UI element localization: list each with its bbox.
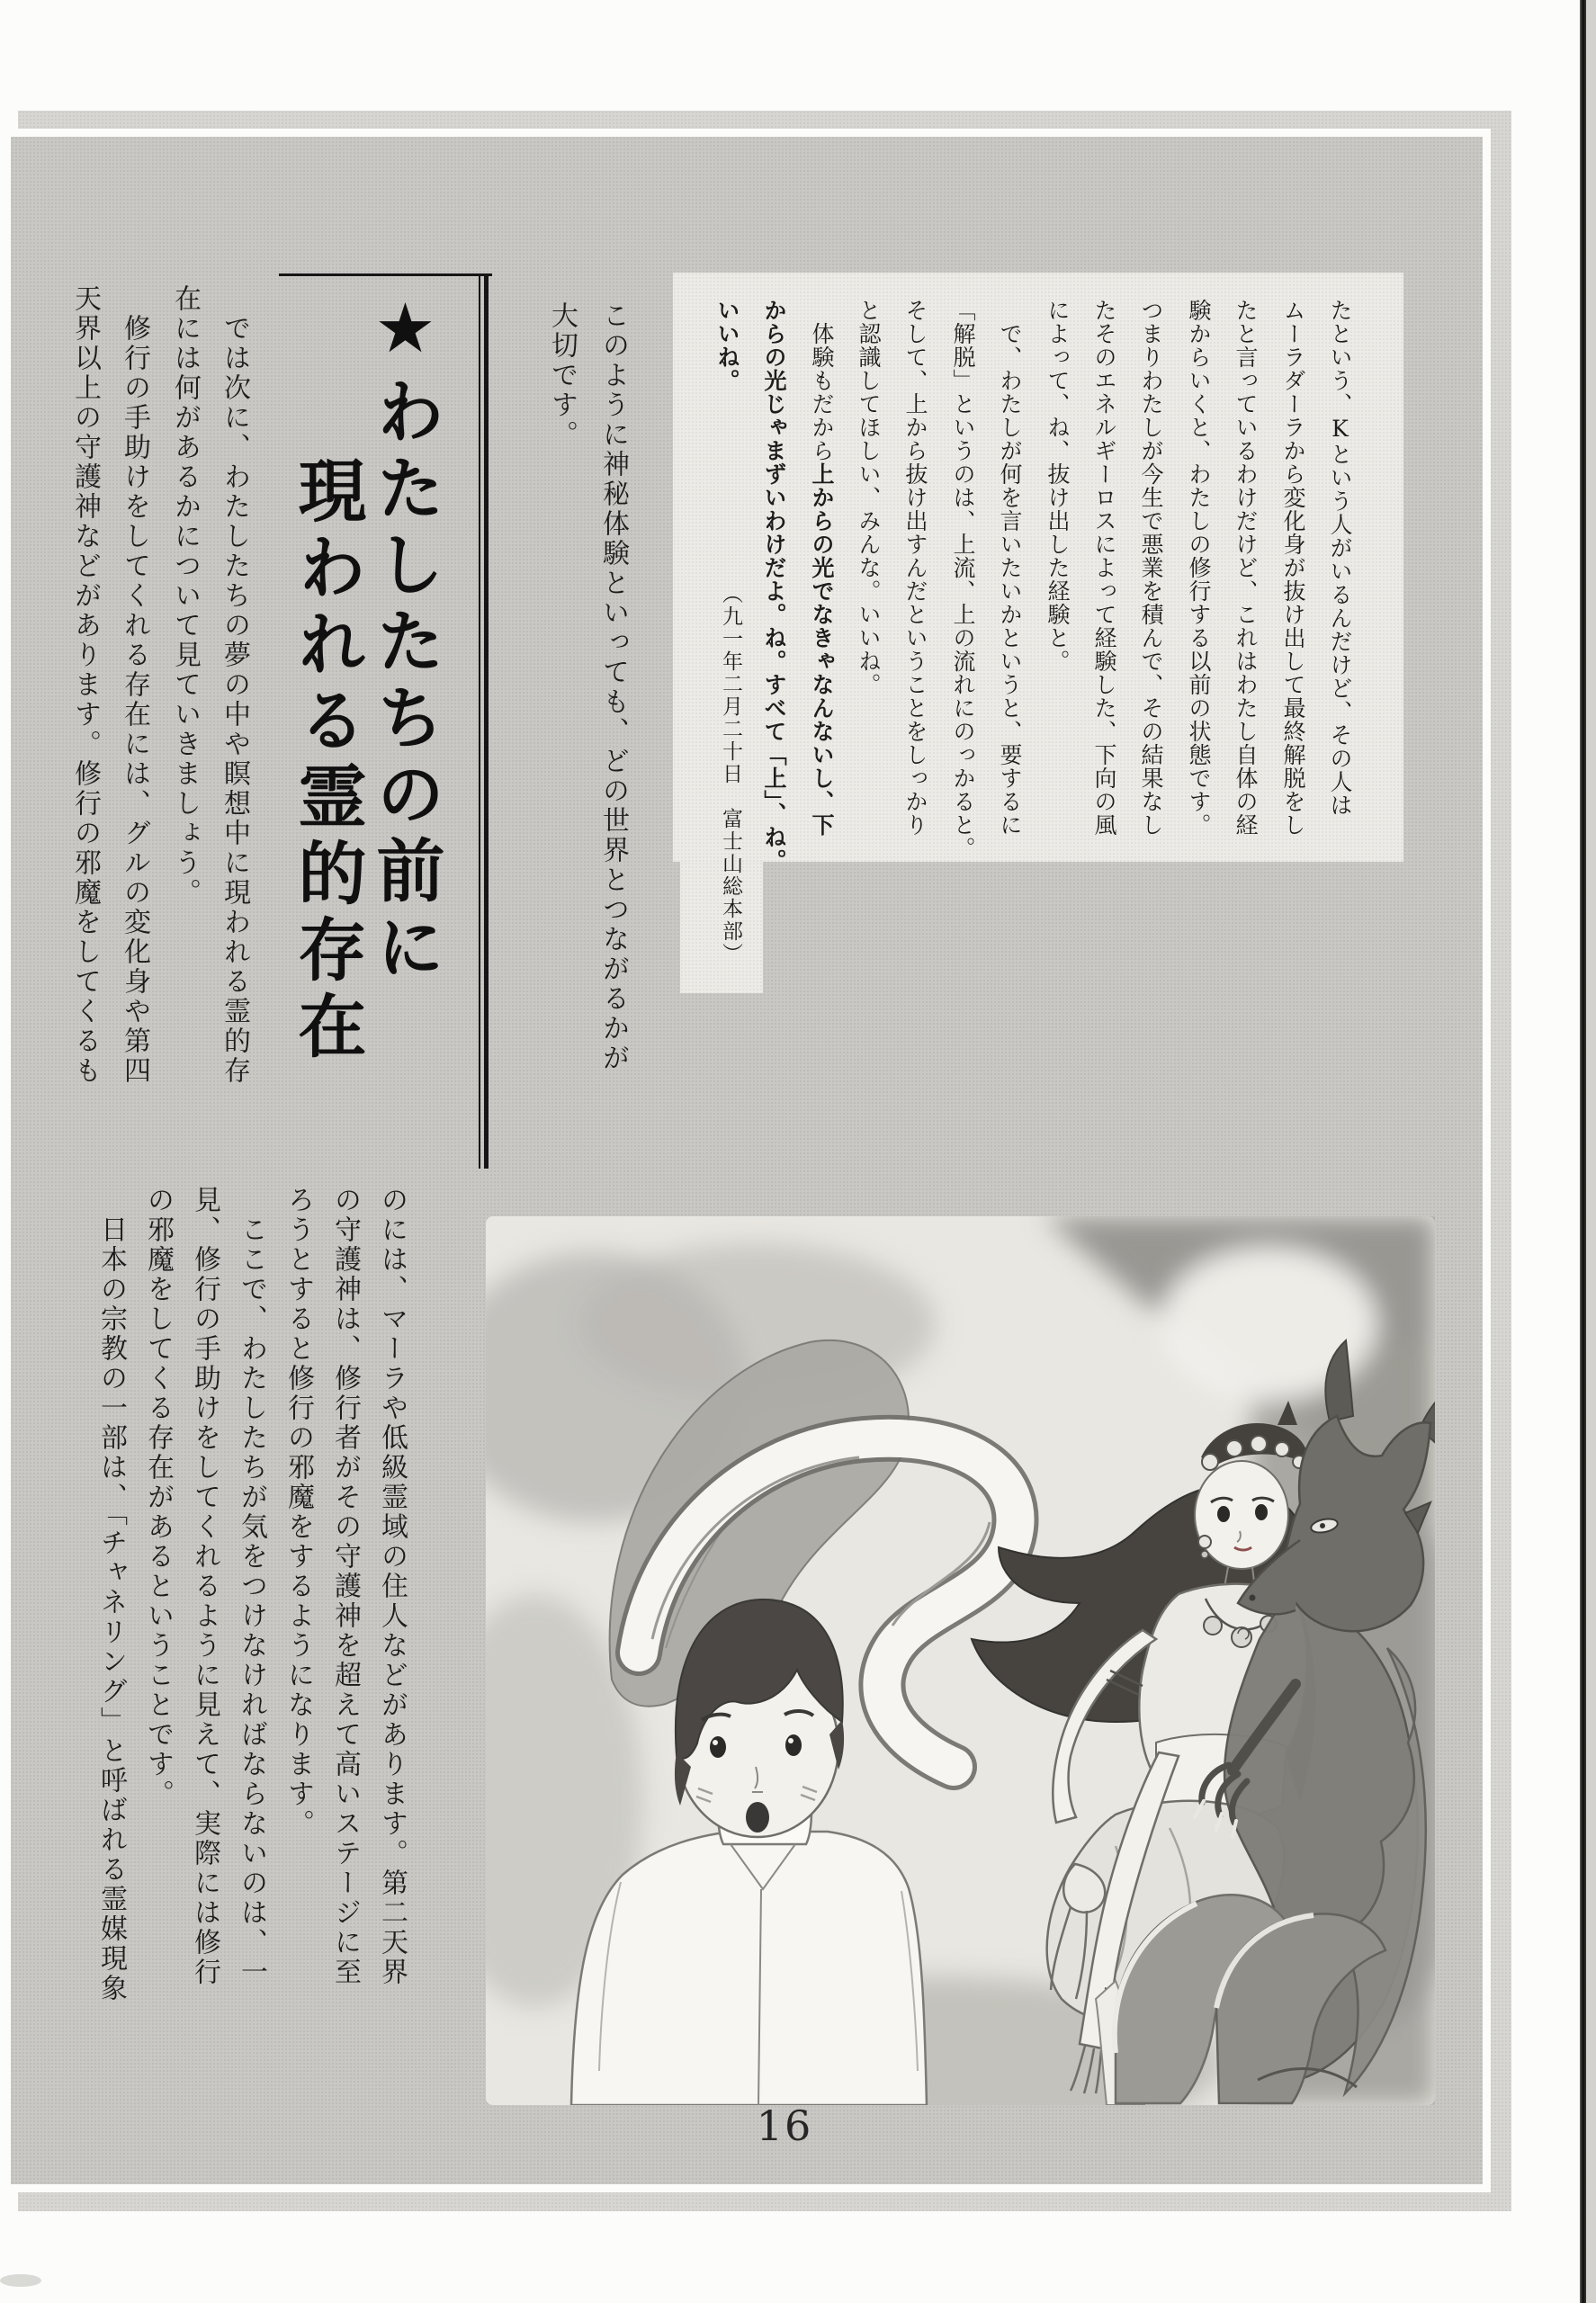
text-column: 大切です。 (546, 301, 578, 450)
text-column: たそのエネルギーロスによって経験した、下向の風 (1091, 299, 1117, 837)
illustration (486, 1216, 1435, 2105)
book-edge-line (1580, 0, 1586, 2303)
headline-line-1: ★わたしたちの前に (365, 288, 445, 988)
text-column: ろうとすると修行の邪魔をするようになります。 (282, 1186, 314, 1839)
text-column: と認識してほしい、みんな。いいね。 (856, 299, 882, 696)
text-column: のには、マーラや低級霊域の住人などがあります。第二天界 (376, 1186, 408, 1987)
text-column: からの光じゃまずいわけだよ。ね。すべて「上」、ね。 (761, 299, 787, 873)
text-column: 「解脱」というのは、上流、上の流れにのっかると。 (950, 299, 976, 860)
page-number: 16 (756, 2101, 813, 2150)
headline-top-rule (279, 273, 492, 276)
text-column: このように神秘体験といっても、どの世界とつながるかが (597, 301, 629, 1073)
text-column: たという、Kという人がいるんだけど、その人は (1327, 299, 1353, 817)
headline-line-2: 現われる霊的存在 (287, 455, 367, 1067)
text-column: 修行の手助けをしてくれる存在には、グルの変化身や第四 (119, 284, 150, 1086)
text-column: 天界以上の守護神などがあります。修行の邪魔をしてくるも (69, 284, 101, 1086)
text-column: 在には何があるかについて見ていきましょう。 (169, 284, 201, 908)
headline-side-rule-thin (479, 273, 480, 1169)
text-column: たと言っているわけだけど、これはわたし自体の経 (1233, 299, 1259, 837)
text-column: ここで、わたしたちが気をつけなければならないのは、一 (236, 1186, 267, 1987)
text-column: 日本の宗教の一部は、「チャネリング」と呼ばれる霊媒現象 (95, 1186, 127, 2003)
scan-edge-sliver (1586, 0, 1596, 2303)
text-column: 見、修行の手助けをしてくれるように見えて、実際には修行 (189, 1186, 220, 1987)
text-column: によって、ね、抜け出した経験と。 (1045, 299, 1071, 673)
text-column: の邪魔をしてくる存在があるということです。 (142, 1186, 174, 1809)
headline-side-rule-thick (484, 273, 489, 1169)
text-column: 体験もだから上からの光でなきゃなんないし、下 (809, 299, 835, 837)
text-column: そして、上から抜け出すんだということをしっかり (902, 299, 928, 837)
text-column: ムーラダーラから変化身が抜け出して最終解脱をし (1280, 299, 1306, 837)
text-column: で、わたしが何を言いたいかというと、要するに (997, 299, 1023, 837)
quote-attribution: （九一年二月二十日 富士山総本部） (719, 583, 742, 965)
text-column: つまりわたしが今生で悪業を積んで、その結果なし (1138, 299, 1164, 837)
text-column: では次に、わたしたちの夢の中や瞑想中に現われる霊的存 (219, 284, 250, 1086)
text-column: いいね。 (714, 299, 740, 392)
text-column: 験からいくと、わたしの修行する以前の状態です。 (1186, 299, 1212, 837)
scan-smudge (0, 2274, 41, 2287)
text-column: の守護神は、修行者がその守護神を超えて高いステージに至 (329, 1186, 361, 1987)
